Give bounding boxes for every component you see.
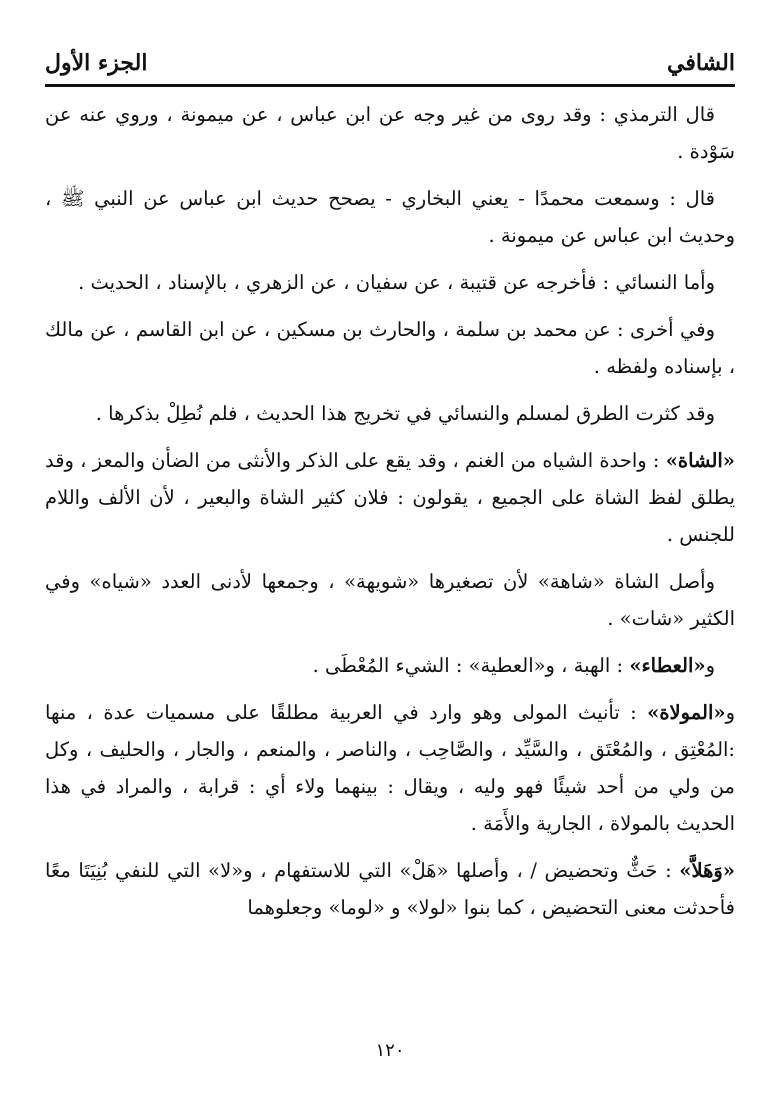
defined-term: «المولاة» [647, 701, 726, 724]
paragraph-text: وفي أخرى : عن محمد بن سلمة ، والحارث بن مسكين ، عن ابن القاسم ، عن مالك ، بإسناده ولفظه . [45, 318, 735, 378]
header-book-title: الشافي [667, 50, 735, 76]
header-rule [45, 84, 735, 87]
term-prefix: و [705, 654, 715, 677]
term-prefix: و [725, 701, 735, 724]
paragraph-text: : واحدة الشياه من الغنم ، وقد يقع على الذكر والأنثى من الضأن والمعز ، وقد يطلق لفظ الشاة على الجميع ، يقولون : فلان كثير الشاة والبعير ، لأن الألف واللام للجنس . [45, 449, 735, 546]
paragraph-5 [45, 395, 735, 432]
paragraph-text: وأصل الشاة «شاهة» لأن تصغيرها «شويهة» ، وجمعها لأدنى العدد «شياه» وفي الكثير «شات» . [45, 570, 735, 630]
paragraph-text: وقد كثرت الطرق لمسلم والنسائي في تخريج هذا الحديث ، فلم نُطِلْ بذكرها . [95, 402, 715, 425]
paragraph-1 [45, 96, 735, 170]
paragraph-text: : تأنيث المولى وهو وارد في العربية مطلقًا على مسميات عدة ، منها :المُعْتِق ، والمُعْتَق ، والسَّيِّد ، والصَّاحِب ، والناصر ، والمنعم ، والجار ، والحليف ، وكل من ولي من أحد شيئًا فهو وليه ، ويقال : بينهما ولاء أي : قرابة ، والمراد في هذا الحديث بالمولاة ، الجارية والأَمَة . [45, 701, 735, 835]
paragraph-text: قال : وسمعت محمدًا - يعني البخاري - يصحح حديث ابن عباس عن النبي ﷺ ، وحديث ابن عباس عن ميمونة . [45, 187, 735, 247]
page-body [45, 96, 735, 936]
header-volume: الجزء الأول [45, 50, 148, 76]
running-header [45, 36, 735, 76]
page-number: ١٢٠ [375, 1040, 405, 1061]
paragraph-text: : حَثٌّ وتحضيض / ، وأصلها «هَلْ» التي للاستفهام ، و«لا» التي للنفي بُنِيَتَا معًا فأحدثت معنى التحضيض ، كما بنوا «لولا» و «لوما» وجعلوهما [45, 859, 735, 919]
paragraph-text: قال الترمذي : وقد روى من غير وجه عن ابن عباس ، عن ميمونة ، وروي عنه عن سَوْدة . [45, 103, 735, 163]
paragraph-4 [45, 311, 735, 385]
defined-term: «الشاة» [665, 449, 735, 472]
paragraph-2 [45, 180, 735, 254]
paragraph-text: : الهبة ، و«العطية» : الشيء المُعْطَى . [312, 654, 630, 677]
paragraph-3 [45, 264, 735, 301]
defined-term: «العطاء» [629, 654, 706, 677]
paragraph-8 [45, 647, 735, 684]
paragraph-6 [45, 442, 735, 553]
paragraph-9 [45, 694, 735, 842]
paragraph-10 [45, 852, 735, 926]
paragraph-text: وأما النسائي : فأخرجه عن قتيبة ، عن سفيان ، عن الزهري ، بالإسناد ، الحديث . [78, 271, 715, 294]
paragraph-7 [45, 563, 735, 637]
defined-term: «وَهَلاَّ» [679, 859, 735, 882]
